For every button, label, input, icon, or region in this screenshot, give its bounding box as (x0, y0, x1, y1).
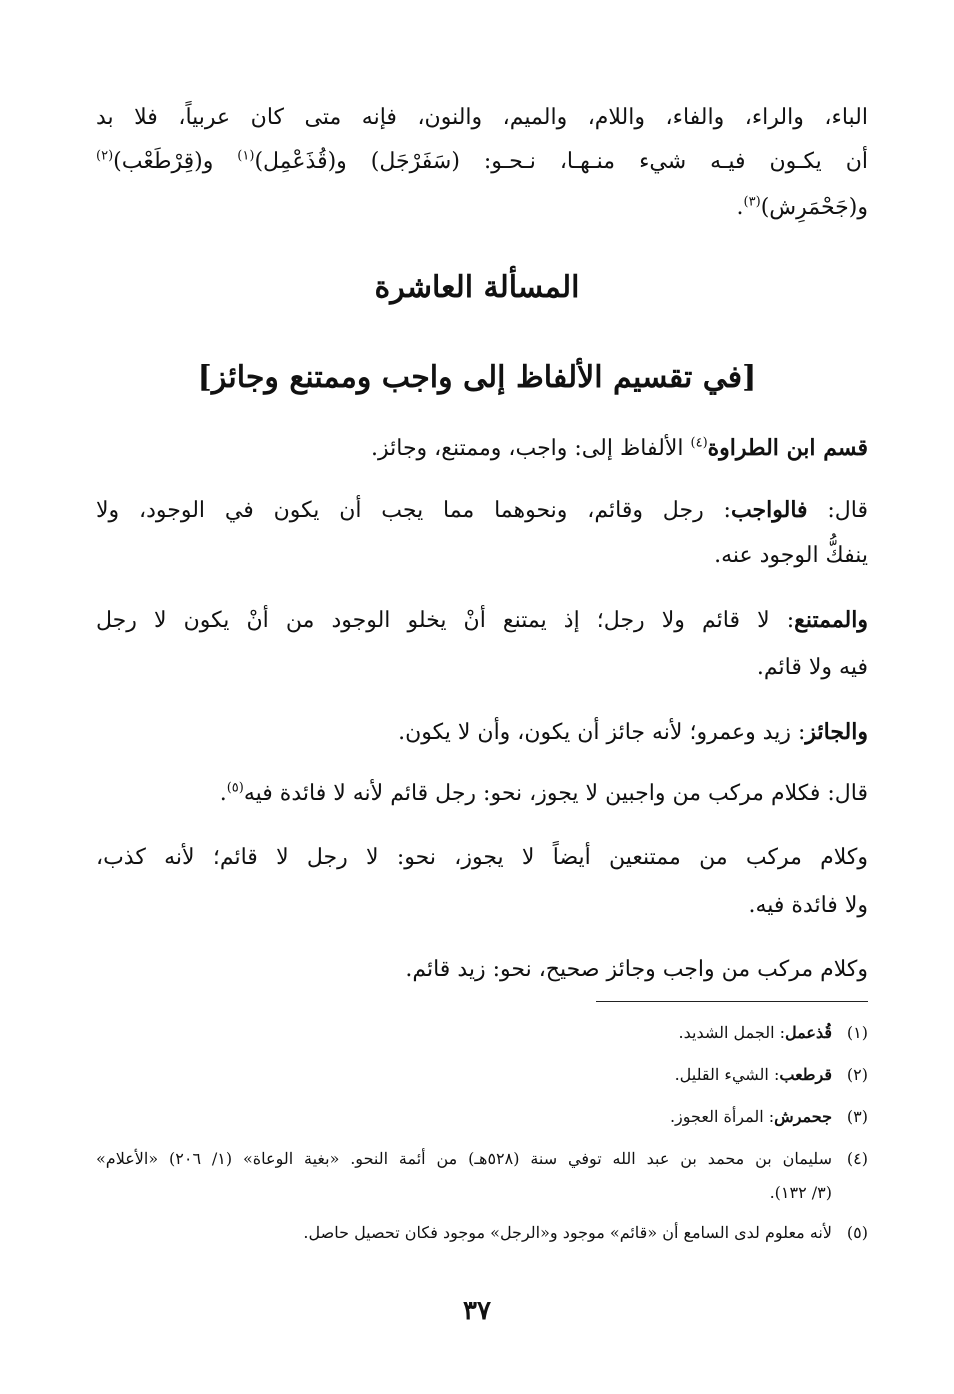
footnote-ref-2[interactable]: (٢) (96, 148, 114, 164)
paragraph-2-text: : رجل وقائم، ونحوهما مما يجب أن يكون في الوجود، ولا (96, 498, 731, 523)
paragraph-3-line-2: فيه ولا قائم. (756, 655, 868, 680)
footnote-5 (303, 1220, 868, 1246)
footnote-term: قُذعمل (785, 1023, 832, 1042)
paragraph-1-bold: قسم ابن الطراوة (707, 435, 868, 461)
footnote-text: : الشيء القليل. (674, 1065, 780, 1084)
intro-line-1 (96, 102, 868, 134)
paragraph-7: وكلام مركب من واجب وجائز صحيح، نحو: زيد قائم. (405, 957, 868, 982)
footnote-number: (٢) (846, 1065, 868, 1084)
paragraph-3-text: : لا قائم ولا رجل؛ إذ يمتنع أنْ يخلو الوجود من أنْ يكون لا رجل (96, 608, 795, 633)
footnote-text: : المرأة العجوز. (669, 1107, 775, 1126)
footnote-number: (١) (846, 1023, 868, 1042)
paragraph-6-line-1: وكلام مركب من ممتنعين أيضاً لا يجوز، نحو: لا رجل لا قائم؛ لأنه كذب، (96, 845, 868, 870)
footnote-ref-3[interactable]: (٣) (743, 194, 761, 210)
footnote-term: قرطعب (779, 1065, 832, 1084)
paragraph-3-line-1 (96, 604, 868, 637)
intro-line-2 (96, 146, 868, 178)
footnote-separator (596, 1001, 868, 1002)
footnote-text: (٣/ ١٣٢). (769, 1183, 832, 1202)
paragraph-1 (371, 432, 868, 465)
paragraph-2-lead: قال: (807, 498, 868, 523)
footnote-text: سليمان بن محمد بن عبد الله توفي سنة (٥٢٨هـ) من أئمة النحو. «بغية الوعاة» (١/ ٢٠٦) «الأعلام» (96, 1149, 832, 1168)
paragraph-5 (220, 778, 868, 810)
footnote-number: (٤) (846, 1149, 868, 1168)
footnote-4 (96, 1146, 868, 1172)
footnote-2 (675, 1062, 868, 1088)
footnote-number: (٣) (846, 1107, 868, 1126)
footnote-1 (679, 1020, 868, 1046)
footnote-ref-1[interactable]: (١) (237, 148, 255, 164)
footnote-ref-5[interactable]: (٥) (226, 780, 244, 796)
paragraph-5-text: قال: فكلام مركب من واجبين لا يجوز، نحو: رجل قائم لأنه لا فائدة فيه (243, 781, 868, 806)
paragraph-4-text: : زيد وعمرو؛ لأنه جائز أن يكون، وأن لا يكون. (398, 720, 806, 745)
section-title: المسألة العاشرة (374, 270, 580, 305)
paragraph-4-bold: والجائز (805, 719, 868, 745)
footnote-4-continued (770, 1180, 832, 1206)
paragraph-5-end: . (219, 781, 227, 806)
intro-line-3-text-b: . (736, 195, 744, 220)
paragraph-3-bold: والممتنع (794, 607, 868, 633)
intro-line-2-text-a: أن يكـون فيـه شيء منـهـا، نـحـو: (سَفَرْجَل) و(قُذَعْمِل) (254, 149, 868, 174)
paragraph-6-line-2: ولا فائدة فيه. (748, 893, 868, 918)
footnote-ref-4[interactable]: (٤) (690, 435, 708, 451)
footnote-number: (٥) (846, 1223, 868, 1242)
footnote-3 (670, 1104, 868, 1130)
paragraph-1-text: الألفاظ إلى: واجب، وممتنع، وجائز. (370, 436, 691, 461)
paragraph-2-bold: فالواجب (730, 497, 808, 523)
footnote-term: جحمرش (774, 1107, 832, 1126)
intro-line-3-text-a: و(جَحْمَرِش) (760, 195, 868, 220)
footnote-text: لأنه معلوم لدى السامع أن «قائم» موجود و«الرجل» موجود فكان تحصيل حاصل. (303, 1223, 832, 1242)
section-subtitle: [في تقسيم الألفاظ إلى واجب وممتنع وجائز] (197, 360, 757, 395)
footnote-text: : الجمل الشديد. (678, 1023, 786, 1042)
paragraph-4 (398, 716, 868, 749)
intro-line-1-text: الباء، والراء، والفاء، واللام، والميم، والنون، فإنه متى كان عربياً، فلا بد (96, 105, 868, 130)
paragraph-2-line-2: ينفكُّ الوجود عنه. (714, 543, 868, 568)
intro-line-2-text-b: و(قِرْطَعْب) (113, 149, 238, 174)
page-number: ٣٧ (463, 1296, 491, 1326)
paragraph-2-line-1 (96, 494, 868, 527)
intro-line-3 (737, 192, 868, 224)
